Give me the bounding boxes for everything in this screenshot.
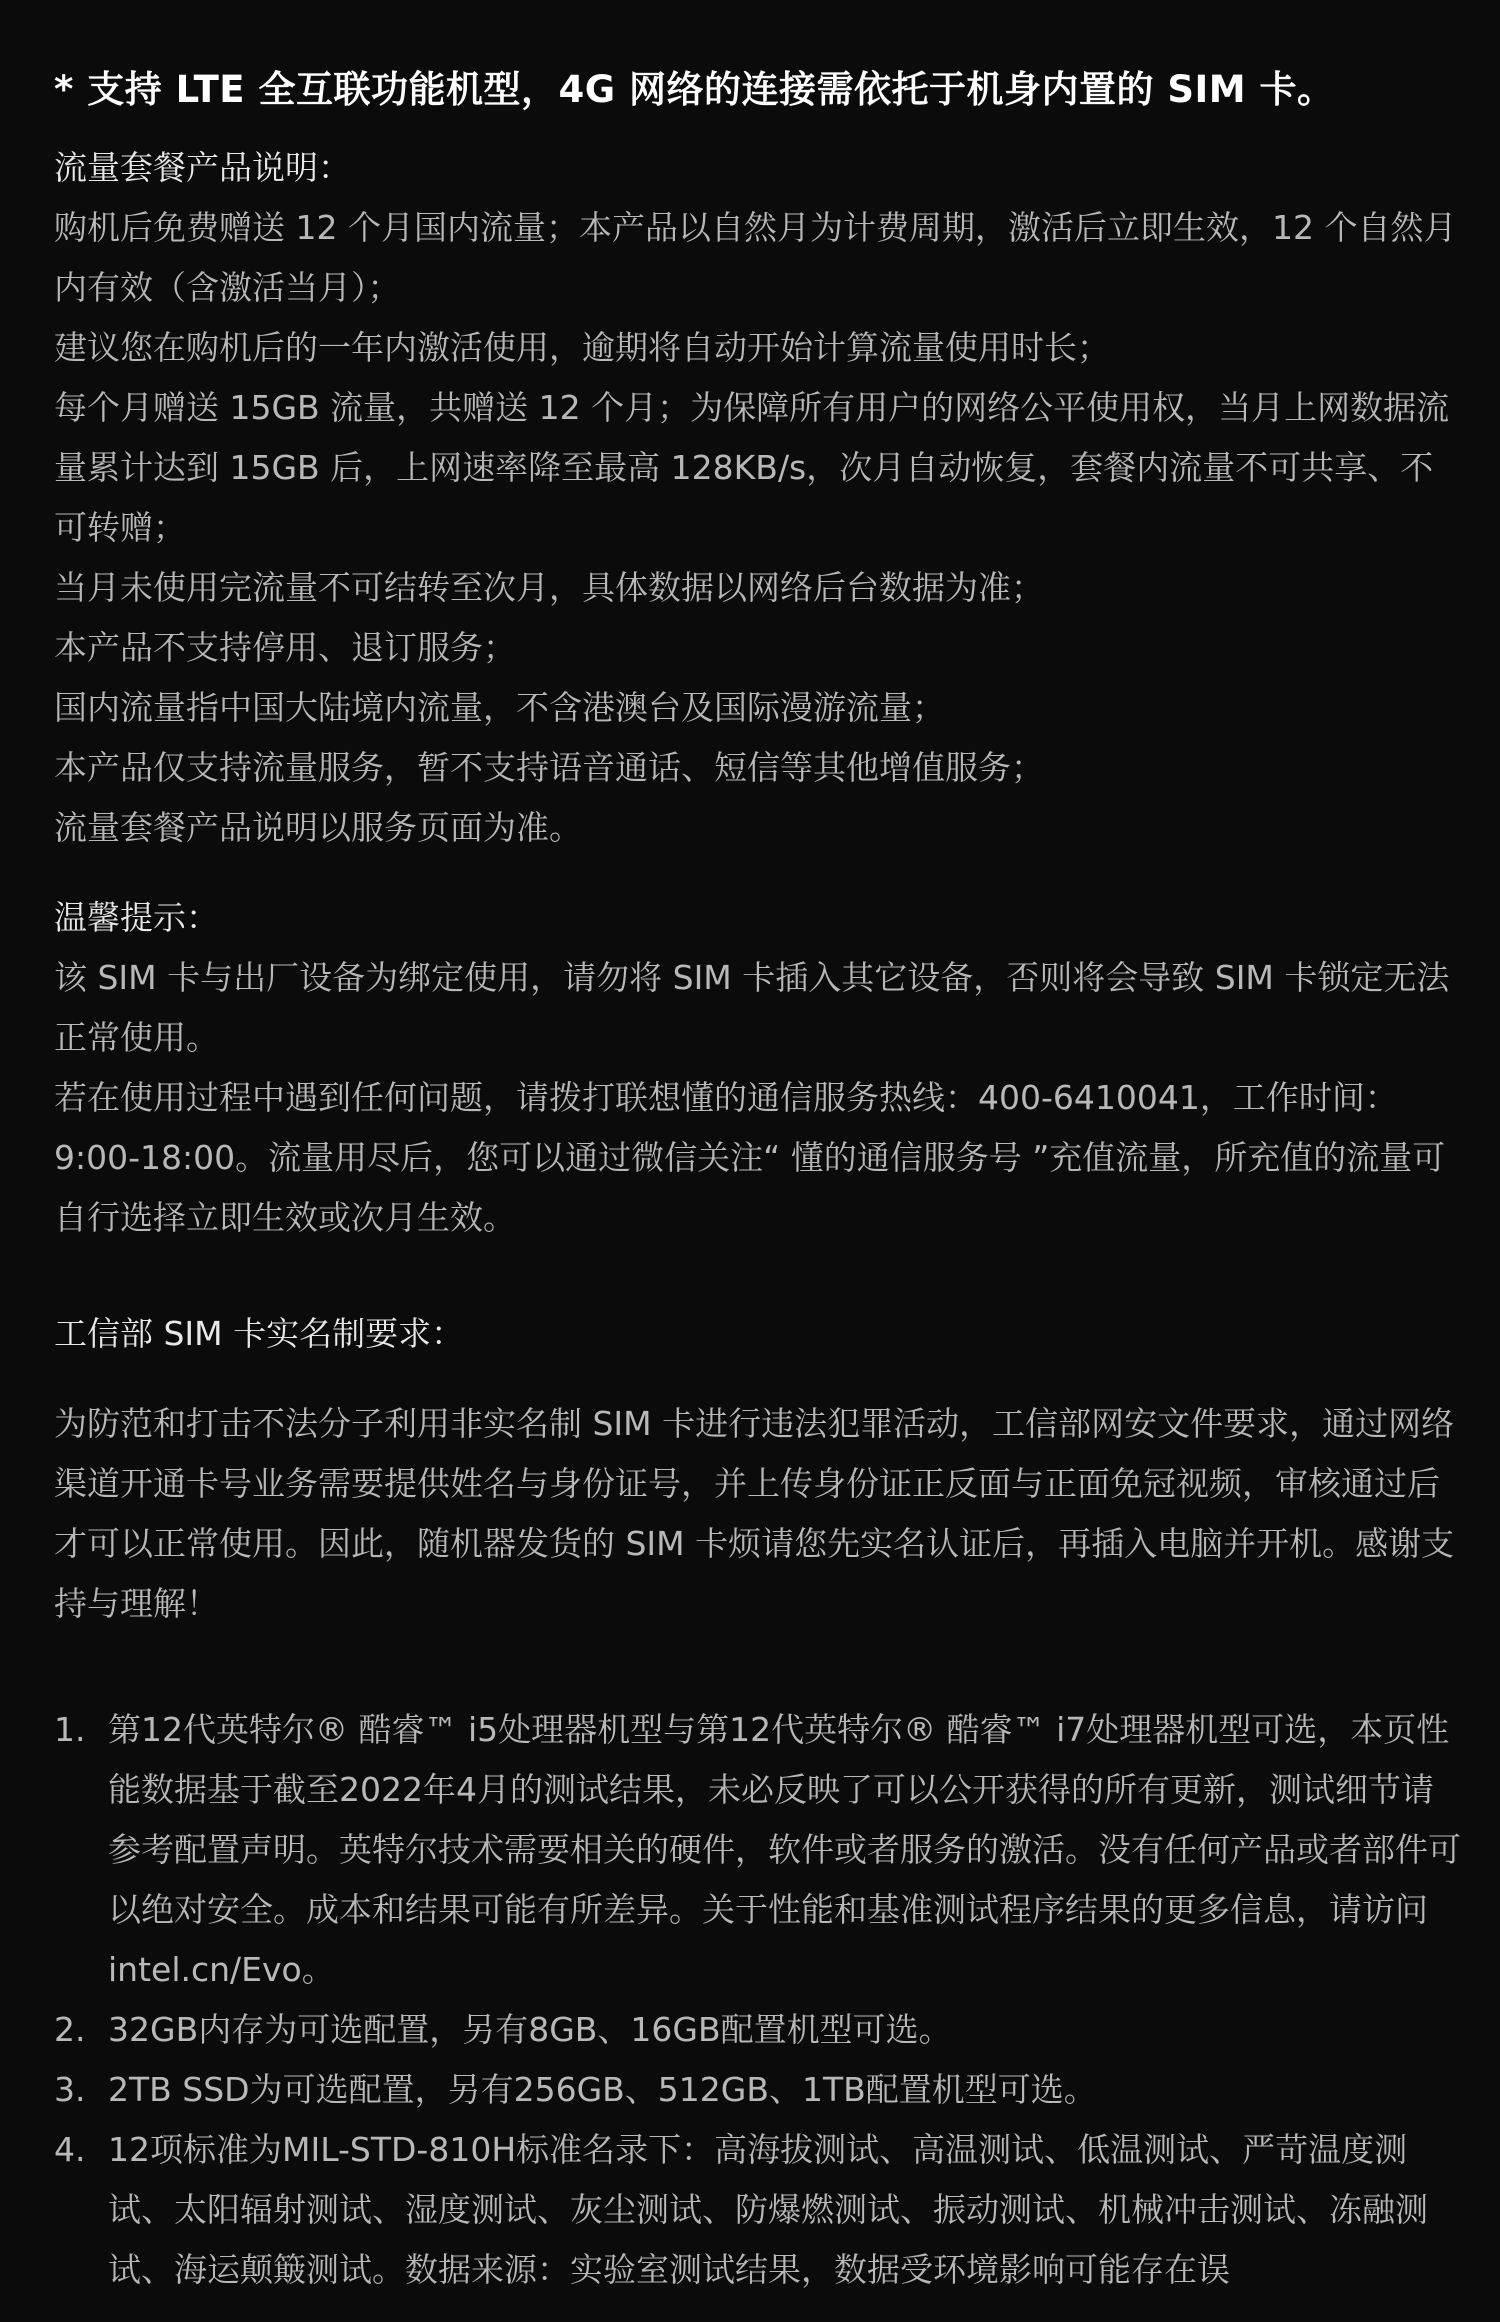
footnote-number: 4. (54, 2130, 86, 2169)
footnote-number: 1. (54, 1710, 86, 1749)
spacer (54, 1634, 1462, 1700)
plan-paragraph: 本产品不支持停用、退订服务； (54, 628, 516, 667)
spacer (54, 858, 1462, 888)
tips-paragraph: 该 SIM 卡与出厂设备为绑定使用，请勿将 SIM 卡插入其它设备，否则将会导致 SIM 卡锁定无法正常使用。 (54, 958, 1450, 1057)
realname-section-title: 工信部 SIM 卡实名制要求： (54, 1314, 465, 1353)
plan-section (54, 138, 1462, 858)
plan-paragraph: 本产品仅支持流量服务，暂不支持语音通话、短信等其他增值服务； (54, 748, 1044, 787)
plan-section-title: 流量套餐产品说明： (54, 148, 351, 187)
footnote-text: 12项标准为MIL-STD-810H标准名录下：高海拔测试、高温测试、低温测试、严苛温度测试、太阳辐射测试、湿度测试、灰尘测试、防爆燃测试、振动测试、机械冲击测试、冻融测试、海运颠簸测试。数据来源：实验室测试结果，数据受环境影响可能存在误 (108, 2130, 1428, 2289)
plan-paragraph: 流量套餐产品说明以服务页面为准。 (54, 808, 582, 847)
footnote-item (54, 2120, 1462, 2300)
spacer (54, 1364, 1462, 1394)
footnote-text: 第12代英特尔® 酷睿™ i5处理器机型与第12代英特尔® 酷睿™ i7处理器机型可选，本页性能数据基于截至2022年4月的测试结果，未必反映了可以公开获得的所有更新，测试细节请参考配置声明。英特尔技术需要相关的硬件，软件或者服务的激活。没有任何产品或者部件可以绝对安全。成本和结果可能有所差异。关于性能和基准测试程序结果的更多信息，请访问intel.cn/Evo。 (108, 1710, 1461, 1989)
tips-section (54, 888, 1462, 1248)
tips-paragraph: 若在使用过程中遇到任何问题，请拨打联想懂的通信服务热线：400-6410041，工作时间：9:00-18:00。流量用尽后，您可以通过微信关注“ 懂的通信服务号 ”充值流量，所充值的流量可自行选择立即生效或次月生效。 (54, 1078, 1446, 1237)
plan-paragraph: 每个月赠送 15GB 流量，共赠送 12 个月；为保障所有用户的网络公平使用权，当月上网数据流量累计达到 15GB 后，上网速率降至最高 128KB/s，次月自动恢复，套餐内流量不可共享、不可转赠； (54, 388, 1450, 547)
footnote-number: 2. (54, 2010, 86, 2049)
footnote-item (54, 1700, 1462, 2000)
plan-paragraph: 国内流量指中国大陆境内流量，不含港澳台及国际漫游流量； (54, 688, 945, 727)
realname-section (54, 1304, 1462, 1634)
footnote-item (54, 2060, 1462, 2120)
lte-support-headline: * 支持 LTE 全互联功能机型，4G 网络的连接需依托于机身内置的 SIM 卡。 (54, 68, 1335, 111)
spacer (54, 1248, 1462, 1304)
plan-paragraph: 当月未使用完流量不可结转至次月，具体数据以网络后台数据为准； (54, 568, 1044, 607)
plan-paragraph: 建议您在购机后的一年内激活使用，逾期将自动开始计算流量使用时长； (54, 328, 1110, 367)
footnote-number: 3. (54, 2070, 86, 2109)
plan-paragraph: 购机后免费赠送 12 个月国内流量；本产品以自然月为计费周期，激活后立即生效，12 个自然月内有效（含激活当月）； (54, 208, 1457, 307)
footnote-item (54, 2000, 1462, 2060)
footnote-text: 2TB SSD为可选配置，另有256GB、512GB、1TB配置机型可选。 (108, 2070, 1097, 2109)
footnotes-list (54, 1700, 1462, 2300)
tips-section-title: 温馨提示： (54, 898, 219, 937)
realname-paragraph: 为防范和打击不法分子利用非实名制 SIM 卡进行违法犯罪活动，工信部网安文件要求，通过网络渠道开通卡号业务需要提供姓名与身份证号，并上传身份证正反面与正面免冠视频，审核通过后才可以正常使用。因此，随机器发货的 SIM 卡烦请您先实名认证后，再插入电脑并开机。感谢支持与理解！ (54, 1404, 1455, 1623)
footnote-text: 32GB内存为可选配置，另有8GB、16GB配置机型可选。 (108, 2010, 952, 2049)
